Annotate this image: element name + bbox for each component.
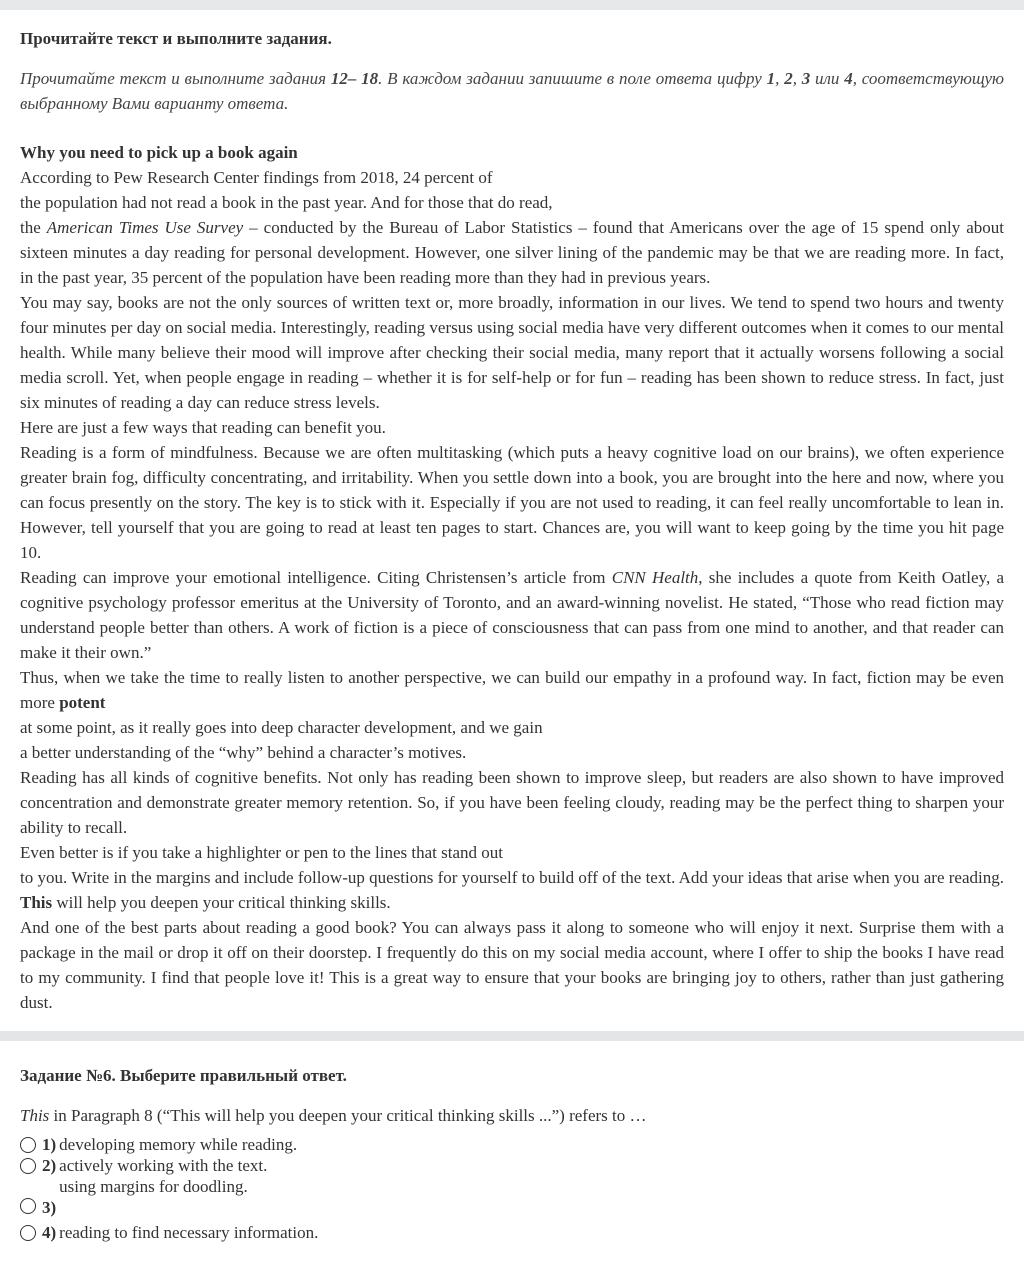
radio-button[interactable] bbox=[20, 1198, 36, 1214]
instr-text: или bbox=[810, 69, 845, 88]
article-paragraph bbox=[20, 440, 1004, 565]
paragraph-text: , she includes a quote from Keith Oatley, a cognitive psychology professor emeritus at the University of Toronto, and an award-winning novelist. He stated, “Those who read fiction may understand people better than others. A work of fiction is a piece of consciousness that can pass from one mind to another, and that reader can make it their own.” bbox=[20, 568, 1004, 662]
article-paragraph bbox=[20, 865, 1004, 915]
instructions bbox=[20, 66, 1004, 116]
question-keyword: This bbox=[20, 1106, 50, 1125]
instr-text: , соответствующую выбранному Вами варианту ответа. bbox=[20, 69, 1005, 113]
article-paragraph bbox=[20, 215, 1004, 290]
italic-text: CNN Health bbox=[611, 568, 699, 587]
paragraph-text: the bbox=[20, 218, 47, 237]
paragraph-text: to you. Write in the margins and include follow-up questions for yourself to build off of the text. Add your ideas that arise when you are reading. bbox=[20, 868, 1004, 887]
option-text: actively working with the text. bbox=[59, 1156, 268, 1175]
article-body bbox=[20, 165, 1004, 1015]
instr-text: . В каждом задании запишите в поле ответа цифру bbox=[378, 69, 767, 88]
paragraph-text: Reading can improve your emotional intelligence. Citing Christensen’s article from bbox=[20, 568, 612, 587]
instr-text: , bbox=[775, 69, 785, 88]
instr-range: 12– 18 bbox=[330, 69, 379, 88]
paragraph-text: Here are just a few ways that reading can benefit you. bbox=[20, 418, 386, 437]
article-heading: Why you need to pick up a book again bbox=[20, 143, 298, 162]
bold-text: potent bbox=[59, 693, 106, 712]
italic-text: American Times Use Survey bbox=[46, 218, 244, 237]
paragraph-text: at some point, as it really goes into deep character development, and we gain bbox=[20, 718, 543, 737]
instr-digit: 3 bbox=[801, 69, 811, 88]
paragraph-text: According to Pew Research Center findings from 2018, 24 percent of bbox=[20, 168, 493, 187]
paragraph-text: Even better is if you take a highlighter or pen to the lines that stand out bbox=[20, 843, 503, 862]
paragraph-text: – conducted by the Bureau of Labor Statistics – found that Americans over the age of 15 spend only about sixteen minutes a day reading for personal development. However, one silver lining of the pandemic may be that we are reading more. In fact, in the past year, 35 percent of the population have been reading more than they had in previous years. bbox=[20, 218, 1004, 287]
answer-options bbox=[20, 1134, 1004, 1243]
option-text: using margins for doodling. bbox=[59, 1177, 248, 1196]
page-title: Прочитайте текст и выполните задания. bbox=[20, 29, 332, 48]
paragraph-text: the population had not read a book in the past year. And for those that do read, bbox=[20, 193, 553, 212]
instr-text: Прочитайте текст и выполните задания bbox=[20, 69, 331, 88]
option-text: reading to find necessary information. bbox=[59, 1223, 319, 1242]
article-paragraph bbox=[20, 415, 1004, 440]
article-paragraph bbox=[20, 665, 1004, 715]
option-number: 1) bbox=[42, 1135, 57, 1154]
answer-option-3[interactable] bbox=[20, 1176, 1004, 1218]
option-text: developing memory while reading. bbox=[59, 1135, 298, 1154]
paragraph-text: Thus, when we take the time to really listen to another perspective, we can build our empathy in a profound way. In fact, fiction may be even more bbox=[20, 668, 1004, 712]
top-bar bbox=[0, 0, 1024, 10]
answer-option-2[interactable] bbox=[20, 1155, 1004, 1176]
paragraph-text: will help you deepen your critical thinking skills. bbox=[52, 893, 391, 912]
reading-panel bbox=[0, 10, 1024, 1031]
article-paragraph bbox=[20, 915, 1004, 1015]
question-text bbox=[20, 1103, 1004, 1128]
option-number: 3) bbox=[42, 1198, 57, 1217]
radio-button[interactable] bbox=[20, 1137, 36, 1153]
question-rest: in Paragraph 8 (“This will help you deepen your critical thinking skills ...”) refers to … bbox=[49, 1106, 647, 1125]
article-paragraph bbox=[20, 190, 1004, 215]
paragraph-text: Reading has all kinds of cognitive benefits. Not only has reading been shown to improve sleep, but readers are also shown to have improved concentration and demonstrate greater memory retention. So, if you have been feeling cloudy, reading may be the perfect thing to sharpen your ability to recall. bbox=[20, 768, 1004, 837]
instr-digit: 2 bbox=[784, 69, 793, 88]
article-paragraph bbox=[20, 565, 1004, 665]
article-paragraph bbox=[20, 165, 1004, 190]
paragraph-text: You may say, books are not the only sources of written text or, more broadly, information in our lives. We tend to spend two hours and twenty four minutes per day on social media. Interestingly, reading versus using social media have very different outcomes when it comes to our mental health. While many believe their mood will improve after checking their social media, many report that it actually worsens following a social media scroll. Yet, when people engage in reading – whether it is for self-help or for fun – reading has been shown to reduce stress. In fact, just six minutes of reading a day can reduce stress levels. bbox=[20, 293, 1004, 412]
article-paragraph bbox=[20, 840, 1004, 865]
article-paragraph bbox=[20, 765, 1004, 840]
paragraph-text: a better understanding of the “why” behind a character’s motives. bbox=[20, 743, 467, 762]
instr-digit: 4 bbox=[844, 69, 853, 88]
paragraph-text: And one of the best parts about reading a good book? You can always pass it along to someone who will enjoy it next. Surprise them with a package in the mail or drop it off on their doorstep. I frequently do this on my social media account, where I offer to ship the books I have read to my community. I find that people love it! This is a great way to ensure that your books are bringing joy to others, rather than just gathering dust. bbox=[20, 918, 1004, 1012]
answer-option-1[interactable] bbox=[20, 1134, 1004, 1155]
instr-digit: 1 bbox=[766, 69, 776, 88]
answer-option-4[interactable] bbox=[20, 1222, 1004, 1243]
option-number: 4) bbox=[42, 1223, 57, 1242]
option-number: 2) bbox=[42, 1156, 57, 1175]
article-paragraph bbox=[20, 715, 1004, 740]
instr-text: , bbox=[792, 69, 802, 88]
radio-button[interactable] bbox=[20, 1158, 36, 1174]
section-divider bbox=[0, 1031, 1024, 1041]
paragraph-text: Reading is a form of mindfulness. Because we are often multitasking (which puts a heavy cognitive load on our brains), we often experience greater brain fog, difficulty concentrating, and irritability. When you settle down into a book, you are brought into the here and now, where you can focus presently on the story. The key is to stick with it. Especially if you are not used to reading, it can feel really uncomfortable to lean in. However, tell yourself that you are going to read at least ten pages to start. Chances are, you will want to keep going by the time you hit page 10. bbox=[20, 443, 1004, 562]
article-paragraph bbox=[20, 290, 1004, 415]
task-panel bbox=[0, 1041, 1024, 1283]
bold-text: This bbox=[20, 893, 53, 912]
radio-button[interactable] bbox=[20, 1225, 36, 1241]
article-paragraph bbox=[20, 740, 1004, 765]
task-title: Задание №6. Выберите правильный ответ. bbox=[20, 1066, 347, 1085]
